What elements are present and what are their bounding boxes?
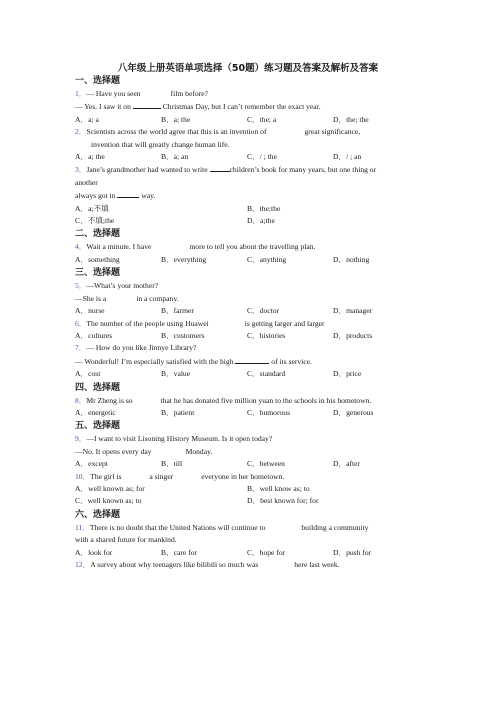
section-header: 六、选择题	[75, 509, 121, 520]
document-body	[75, 74, 475, 571]
question-12: 12．A survey about why teenagers like bilibili so much was here last week.	[75, 560, 340, 569]
question-9-line-2: —No. It opens every day Monday.	[75, 446, 213, 456]
option-d[interactable]: D．/ ; an	[333, 152, 362, 162]
question-10-options-row-1	[75, 483, 475, 495]
question-4: 4．Wait a minute. I have more to tell you about the travelling plan.	[75, 242, 316, 252]
question-7-line-2: — Wonderful! I’m especially satisfied with the high of its service.	[75, 356, 312, 366]
question-5: 5．—What’s your mother?	[75, 281, 159, 291]
option-c[interactable]: C．hope for	[247, 547, 286, 557]
answer-blank	[133, 100, 161, 109]
answer-blank	[235, 355, 269, 364]
question-10: 10．The girl is a singer everyone in her hometown.	[75, 471, 285, 481]
question-2: 2．Scientists across the world agree that this is an invention of great significance,	[75, 127, 361, 137]
option-b[interactable]: B．the;the	[247, 203, 281, 213]
option-d[interactable]: D．generous	[333, 407, 374, 417]
section-header: 一、选择题	[75, 76, 121, 86]
option-b[interactable]: B．farmer	[161, 306, 194, 316]
section-header: 五、选择题	[75, 421, 121, 432]
option-c[interactable]: C．doctor	[247, 306, 280, 316]
option-d[interactable]: D．price	[333, 369, 362, 379]
option-d[interactable]: D．products	[333, 330, 373, 340]
question-8-options	[75, 407, 475, 419]
question-3-options-row-1	[75, 203, 475, 215]
option-b[interactable]: B．till	[161, 459, 183, 469]
question-3-line-3: always got in way.	[75, 191, 156, 201]
option-d[interactable]: D．push for	[333, 547, 372, 557]
question-11-options	[75, 547, 475, 559]
option-d[interactable]: D．the; the	[333, 114, 369, 124]
option-b[interactable]: B．care for	[161, 547, 198, 557]
question-11-line-2: with a shared future for mankind.	[75, 535, 177, 545]
option-a[interactable]: A．a; the	[75, 152, 105, 162]
question-3-options-row-2	[75, 215, 475, 227]
option-b[interactable]: B．a; an	[161, 152, 189, 162]
option-b[interactable]: B．value	[161, 369, 191, 379]
question-1-line-2: — Yes. I saw it on Christmas Day, but I can’t remember the exact year.	[75, 102, 321, 112]
option-a[interactable]: A．energetic	[75, 407, 116, 417]
question-11: 11．There is no doubt that the United Nations will continue to building a community	[75, 522, 369, 532]
option-a[interactable]: A．well known as; for	[75, 483, 145, 493]
option-b[interactable]: B．patient	[161, 407, 195, 417]
option-c[interactable]: C．humorous	[247, 407, 291, 417]
question-6-options	[75, 330, 475, 342]
option-b[interactable]: B．a; the	[161, 114, 191, 124]
option-c[interactable]: C．the; a	[247, 114, 277, 124]
question-9: 9．—I want to visit Lisoning History Museum. Is it open today?	[75, 434, 273, 444]
option-c[interactable]: C．well known as; to	[75, 496, 142, 506]
option-a[interactable]: A．a; a	[75, 114, 99, 124]
option-a[interactable]: A．a;不填	[75, 203, 109, 213]
question-3: 3．Jane’s grandmother had wanted to write children’s book for many years, but one thing or	[75, 165, 377, 175]
option-b[interactable]: B．well know as; to	[247, 483, 310, 493]
question-7: 7．— How do you like Jinnye Library?	[75, 343, 197, 353]
section-header: 二、选择题	[75, 229, 121, 240]
option-c[interactable]: C．/ ; the	[247, 152, 277, 162]
option-d[interactable]: D．manager	[333, 306, 373, 316]
document-title: 八年级上册英语单项选择（50题）练习题及答案及解析及答案	[117, 63, 379, 74]
option-d[interactable]: D．a;the	[247, 216, 275, 226]
question-8: 8．Mr Zheng is so that he has donated five million yuan to the schools in his hometown.	[75, 395, 372, 405]
question-2-options	[75, 151, 475, 163]
option-d[interactable]: D．after	[333, 459, 360, 469]
option-d[interactable]: D．best known for; for	[247, 496, 319, 506]
question-1: 1．— Have you seen film before?	[75, 89, 208, 98]
section-header: 四、选择题	[75, 382, 121, 393]
question-10-options-row-2	[75, 495, 475, 507]
option-a[interactable]: A．nurse	[75, 306, 105, 316]
section-header: 三、选择题	[75, 268, 121, 279]
question-7-options	[75, 368, 475, 380]
option-b[interactable]: B．everything	[161, 254, 207, 264]
option-c[interactable]: C．不填;the	[75, 216, 115, 226]
option-a[interactable]: A．something	[75, 254, 120, 264]
option-c[interactable]: C．histories	[247, 330, 286, 340]
option-c[interactable]: C．standard	[247, 369, 286, 379]
option-a[interactable]: A．look for	[75, 547, 113, 557]
option-b[interactable]: B．customers	[161, 330, 205, 340]
option-d[interactable]: D．nothing	[333, 254, 370, 264]
answer-blank	[210, 163, 230, 172]
option-a[interactable]: A．cost	[75, 369, 101, 379]
question-2-continuation: invention that will greatly change human life.	[91, 139, 230, 149]
option-a[interactable]: A．except	[75, 459, 108, 469]
question-6: 6．The number of the people using Huawei is getting larger and larger	[75, 318, 325, 328]
question-5-line-2: —She is a in a company.	[75, 293, 179, 303]
question-4-options	[75, 254, 475, 266]
question-9-options	[75, 458, 475, 470]
option-a[interactable]: A．cultures	[75, 330, 113, 340]
question-1-options	[75, 114, 475, 126]
option-c[interactable]: C．anything	[247, 254, 287, 264]
option-c[interactable]: C．between	[247, 459, 285, 469]
question-5-options	[75, 305, 475, 317]
question-3-line-2: another	[75, 177, 98, 187]
answer-blank	[117, 189, 139, 198]
